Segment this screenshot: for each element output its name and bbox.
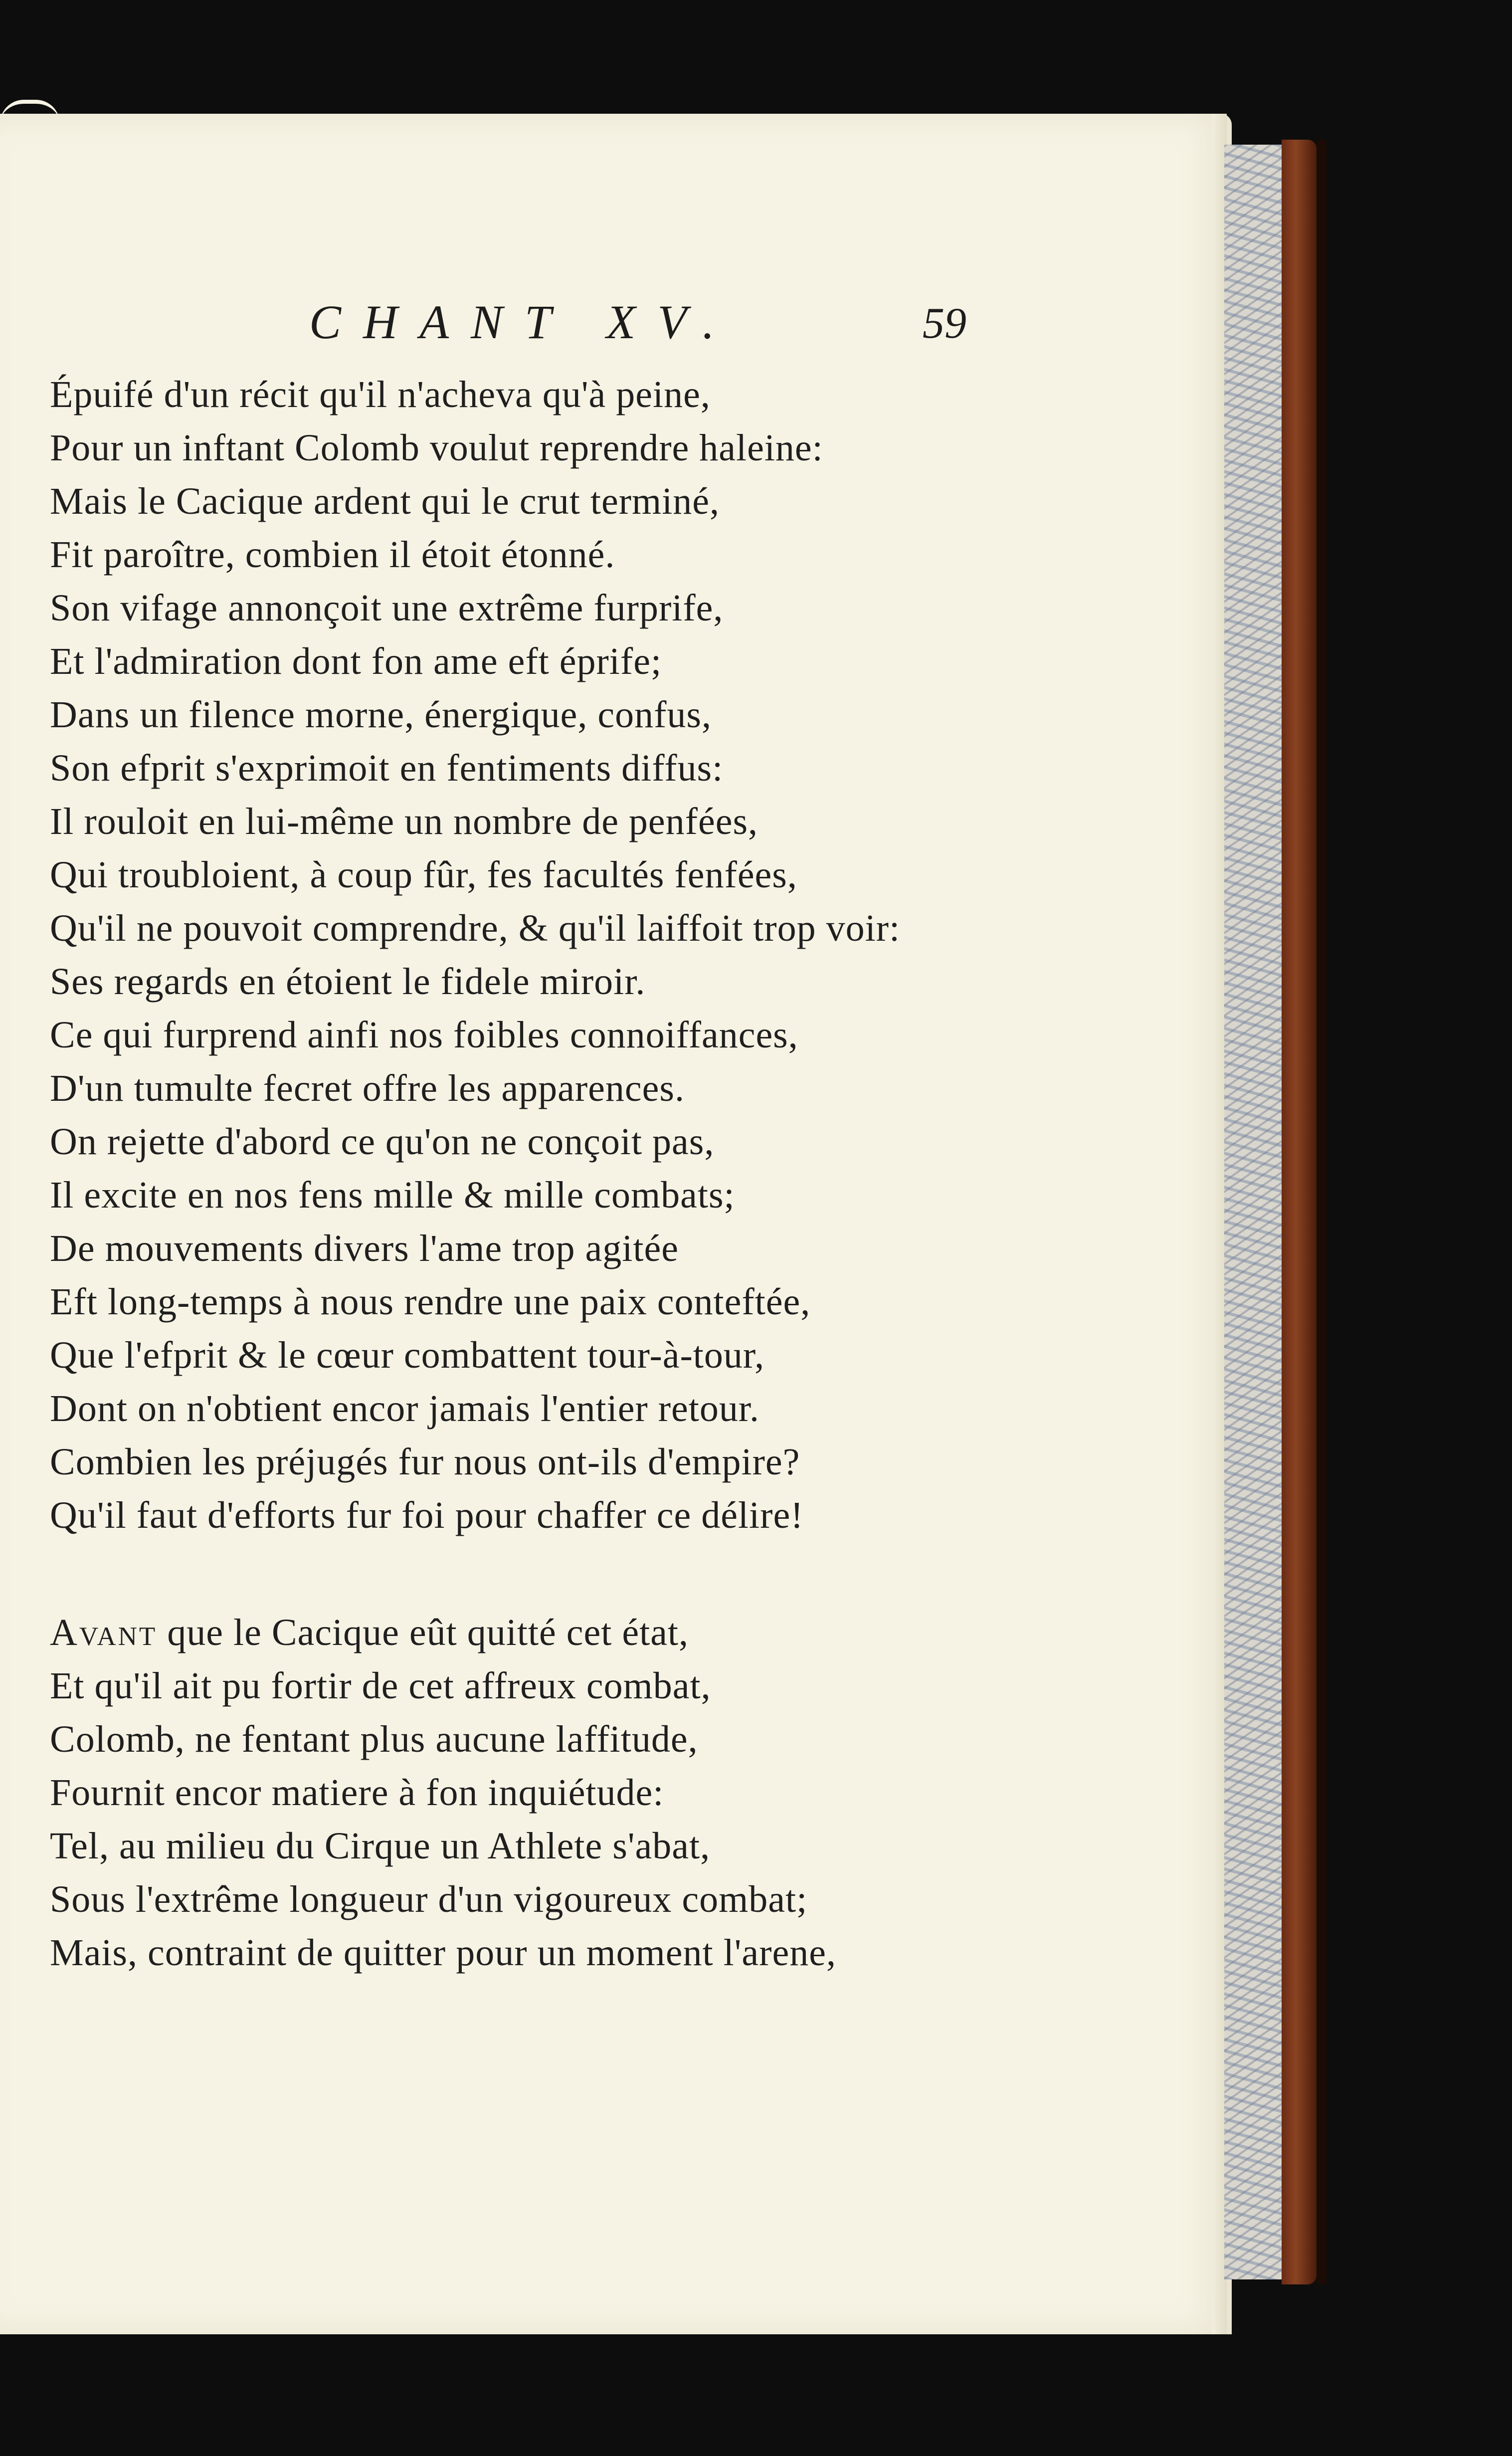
verse-line: Fournit encor matiere à fon inquiétude: — [50, 1772, 664, 1814]
verse-line: Dont on n'obtient encor jamais l'entier retour. — [50, 1388, 760, 1430]
verse-line: De mouvements divers l'ame trop agitée — [50, 1228, 679, 1269]
verse-line: Il excite en nos fens mille & mille combats; — [50, 1174, 735, 1216]
opening-word: Avant — [50, 1612, 158, 1653]
verse-line: Que l'efprit & le cœur combattent tour-à-tour, — [50, 1334, 765, 1376]
verse-line: Et qu'il ait pu fortir de cet affreux combat, — [50, 1665, 711, 1707]
cover-shadow — [1317, 140, 1326, 2284]
verse-line: Et l'admiration dont fon ame eft éprife; — [50, 640, 662, 682]
verse-line: Son vifage annonçoit une extrême furprife, — [50, 587, 724, 629]
running-title: CHANT XV. — [309, 295, 737, 349]
verse-line: Épuifé d'un récit qu'il n'acheva qu'à peine, — [50, 374, 711, 415]
stanza-2 — [50, 1606, 997, 1980]
verse-line: Pour un inftant Colomb voulut reprendre haleine: — [50, 427, 823, 469]
verse-line: Sous l'extrême longueur d'un vigoureux combat; — [50, 1878, 808, 1920]
page-header — [0, 294, 1232, 359]
verse-line: Colomb, ne fentant plus aucune laffitude, — [50, 1718, 698, 1760]
leather-cover — [1282, 140, 1317, 2284]
verse-line: Tel, au milieu du Cirque un Athlete s'abat, — [50, 1825, 711, 1867]
verse-line: D'un tumulte fecret offre les apparences. — [50, 1067, 685, 1109]
verse-line: Il rouloit en lui-même un nombre de penfées, — [50, 801, 758, 842]
verse-line: On rejette d'abord ce qu'on ne conçoit pas, — [50, 1121, 715, 1163]
verse-line: Combien les préjugés fur nous ont-ils d'empire? — [50, 1441, 800, 1483]
verse-line: Eft long-temps à nous rendre une paix conteftée, — [50, 1281, 811, 1323]
verse-line: Qui troubloient, à coup fûr, fes facultés fenfées, — [50, 854, 797, 896]
verse-line: Mais le Cacique ardent qui le crut terminé, — [50, 480, 720, 522]
verse-line: Dans un filence morne, énergique, confus, — [50, 694, 712, 736]
verse-line: Son efprit s'exprimoit en fentiments diffus: — [50, 747, 724, 789]
page-number: 59 — [923, 299, 966, 348]
verse-line: Ce qui furprend ainfi nos foibles connoiffances, — [50, 1014, 798, 1056]
verse-line-first — [50, 1606, 997, 1659]
verse-line: Mais, contraint de quitter pour un moment l'arene, — [50, 1932, 836, 1974]
verse-line: Fit paroître, combien il étoit étonné. — [50, 534, 615, 576]
verse-line: Qu'il ne pouvoit comprendre, & qu'il laiffoit trop voir: — [50, 907, 901, 949]
stanza-1 — [50, 368, 997, 1542]
marbled-page-edges — [1224, 145, 1284, 2279]
verse-line-rest: que le Cacique eût quitté cet état, — [157, 1612, 689, 1653]
verse-line: Ses regards en étoient le fidele miroir. — [50, 961, 646, 1003]
verse-line: Qu'il faut d'efforts fur foi pour chaffer ce délire! — [50, 1494, 804, 1536]
